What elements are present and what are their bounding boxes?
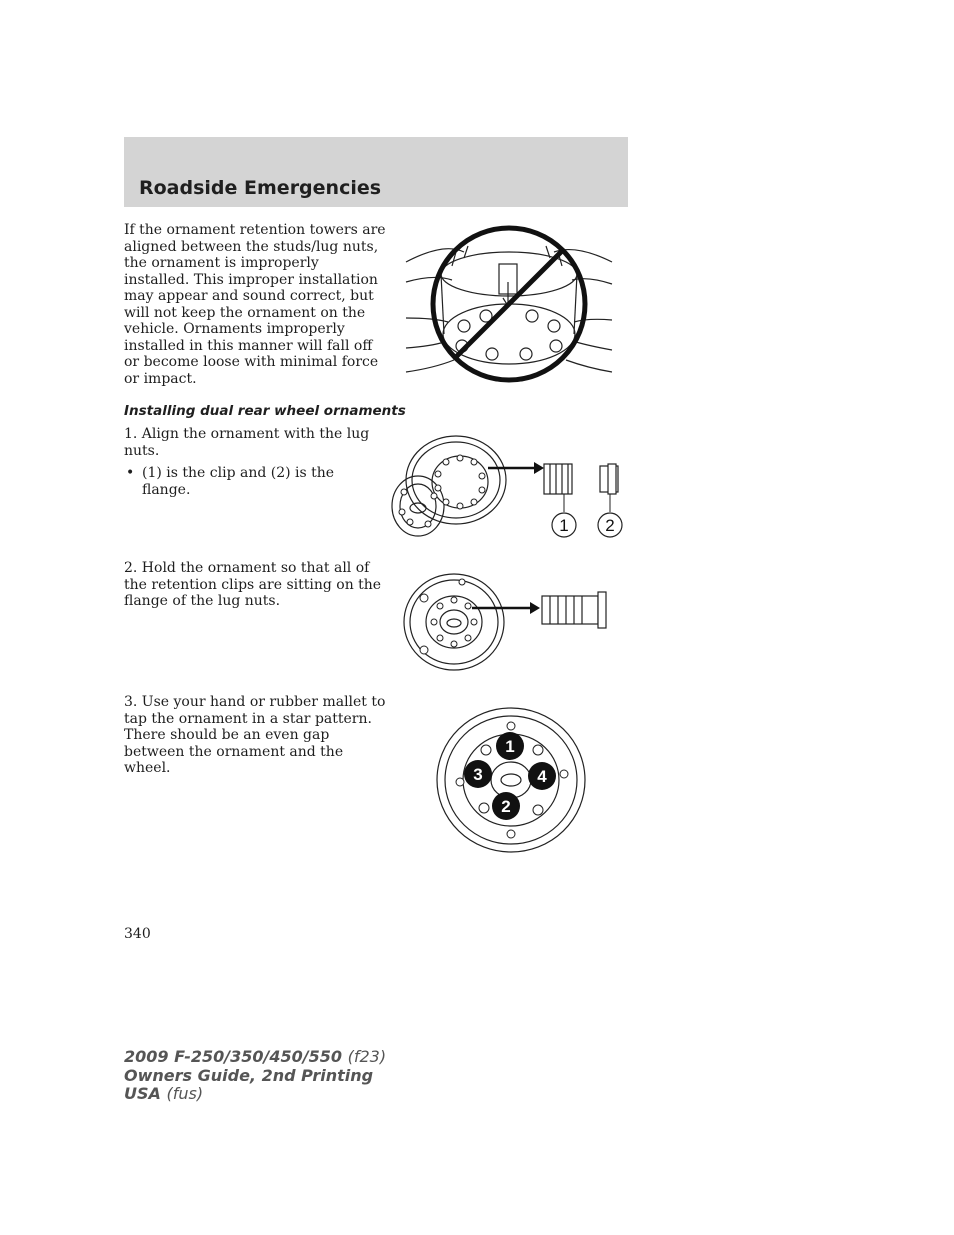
bullet-marker: • [126, 465, 135, 481]
footer-model: 2009 F-250/350/450/550 [124, 1047, 342, 1066]
step-2-text: 2. Hold the ornament so that all of the retention clips are sitting on the flange of the lug nuts. [124, 560, 382, 609]
align-ornament-figure [388, 432, 628, 544]
subheading-installing-dual-rear-wheel-ornaments: Installing dual rear wheel ornaments [124, 403, 406, 419]
document-footer [124, 1048, 386, 1104]
step-1-bullet-text: (1) is the clip and (2) is the flange. [142, 465, 335, 498]
footer-region-line [124, 1085, 386, 1104]
clip-label: 1 [559, 516, 569, 535]
hold-ornament-illustration [402, 570, 612, 676]
section-header-band [124, 137, 628, 207]
star-step-4-label: 4 [537, 767, 547, 786]
step-3-text: 3. Use your hand or rubber mallet to tap the ornament in a star pattern. There should be an even gap between the ornament and the wheel. [124, 694, 386, 776]
step-1-text: 1. Align the ornament with the lug nuts. [124, 426, 370, 459]
improper-installation-figure [404, 222, 614, 386]
footer-region: USA [124, 1084, 161, 1103]
flange-label: 2 [605, 516, 615, 535]
hold-ornament-figure [402, 570, 612, 676]
footer-guide-line: Owners Guide, 2nd Printing [124, 1065, 374, 1085]
intro-paragraph: If the ornament retention towers are aligned between the studs/lug nuts, the ornament is improperly installed. This improper installation may appear and sound correct, but will not keep the ornament on the vehicle. Ornaments improperly installed in this manner will fall off or become loose with minimal force or impact. [124, 222, 386, 387]
star-pattern-illustration [434, 704, 588, 856]
align-ornament-illustration [388, 432, 628, 544]
footer-region-code: (fus) [166, 1084, 204, 1103]
star-step-1-label: 1 [505, 737, 515, 756]
star-pattern-figure [434, 704, 588, 856]
section-title: Roadside Emergencies [139, 177, 382, 199]
star-step-3-label: 3 [473, 765, 483, 784]
improper-installation-illustration [404, 222, 614, 386]
star-step-2-label: 2 [501, 797, 511, 816]
footer-model-line [124, 1048, 386, 1067]
page-number: 340 [124, 926, 151, 942]
footer-model-code: (f23) [347, 1047, 387, 1066]
